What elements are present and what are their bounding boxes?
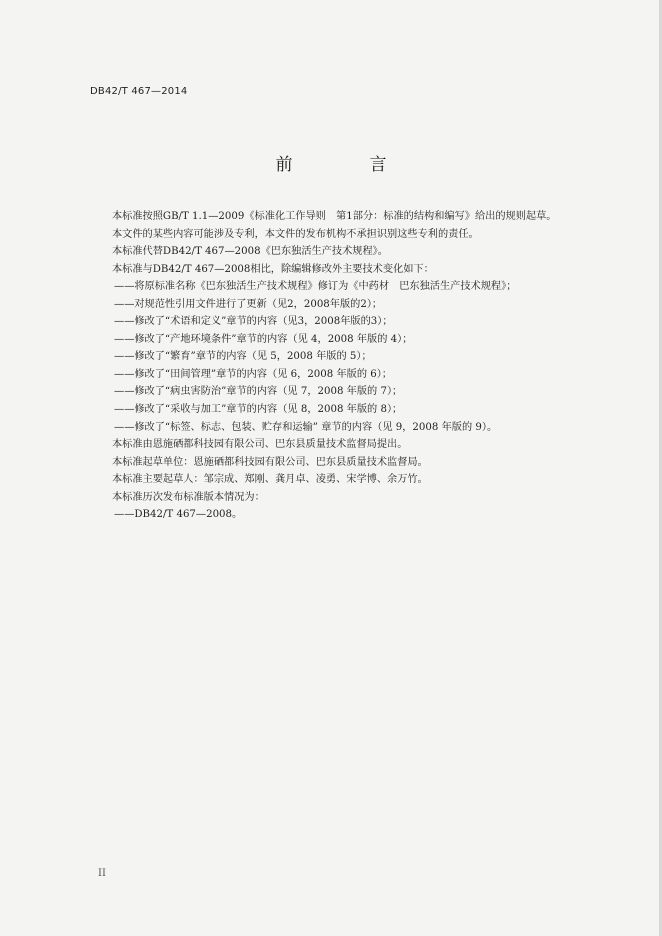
page-number: II [98,868,106,879]
document-code: DB42/T 467—2014 [90,86,188,97]
page-title: 前 言 [275,155,417,175]
foreword-line: 本标准主要起草人：邹宗成、郑刚、龚月卓、凌勇、宋学博、余万竹。 [112,474,428,486]
change-item: ——修改了“产地环境条件”章节的内容（见 4，2008 年版的 4）； [114,333,413,345]
foreword-line: 本文件的某些内容可能涉及专利，本文件的发布机构不承担识别这些专利的责任。 [112,228,479,240]
change-item: ——修改了“术语和定义”章节的内容（见3，2008年版的3）； [114,316,393,328]
foreword-line: 本标准按照GB/T 1.1—2009《标准化工作导则 第1部分：标准的结构和编写》给出的规则起草。 [112,211,557,222]
change-item: ——修改了“田间管理”章节的内容（见 6，2008 年版的 6）； [114,368,393,380]
change-item: ——将原标准名称《巴东独活生产技术规程》修订为《中药材 巴东独活生产技术规程》； [114,281,517,293]
foreword-line: 本标准由恩施硒都科技园有限公司、巴东县质量技术监督局提出。 [112,439,408,451]
foreword-line: 本标准起草单位：恩施硒都科技园有限公司、巴东县质量技术监督局。 [112,456,428,468]
change-item: ——修改了“病虫害防治”章节的内容（见 7，2008 年版的 7）； [114,386,403,398]
change-item: ——修改了“繁育”章节的内容（见 5，2008 年版的 5）； [114,351,372,363]
change-item: ——DB42/T 467—2008。 [114,509,243,521]
foreword-body [112,208,647,524]
foreword-line: 本标准代替DB42/T 467—2008《巴东独活生产技术规程》。 [112,246,388,258]
change-item: ——修改了“采收与加工”章节的内容（见 8，2008 年版的 8）； [114,404,403,416]
change-item: ——修改了“标签、标志、包装、贮存和运输” 章节的内容（见 9，2008 年版的 9）。 [114,421,498,433]
foreword-line: 本标准与DB42/T 467—2008相比，除编辑修改外主要技术变化如下： [112,263,434,275]
change-item: ——对规范性引用文件进行了更新（见2，2008年版的2）； [114,298,383,310]
foreword-line: 本标准历次发布标准版本情况为： [112,491,265,503]
